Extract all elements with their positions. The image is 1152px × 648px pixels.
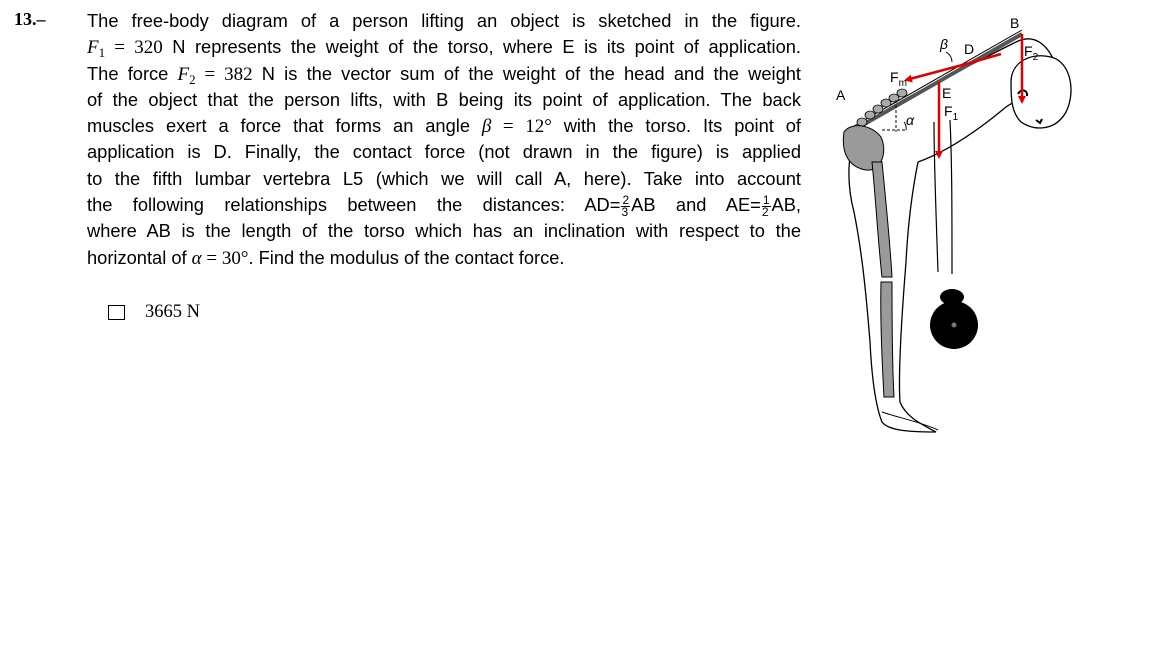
math-eq: = 320: [105, 37, 163, 59]
label-f2-sub: 2: [1032, 52, 1039, 63]
math-eq: = 30°: [201, 247, 249, 269]
fraction-numerator: 2: [622, 192, 630, 207]
answer-checkbox[interactable]: [108, 305, 125, 320]
math-sub: 1: [98, 45, 106, 61]
label-alpha: α: [906, 112, 914, 128]
weight-center: [952, 323, 957, 328]
text-run: the following relationships between the distances: AD=: [87, 194, 621, 216]
label-f1: [944, 103, 959, 123]
question-number: 13.–: [14, 9, 46, 29]
label-a: A: [836, 87, 846, 103]
question-text: [87, 8, 801, 271]
math-alpha: α: [191, 247, 202, 269]
text-run: N represents the weight of the torso, where E is its point of application.: [162, 36, 801, 58]
question-line: where AB is the length of the torso which has an inclination with respect to the: [87, 220, 801, 242]
question-line: to the fifth lumbar vertebra L5 (which we will call A, here). Take into account: [87, 167, 801, 189]
label-f2-main: F: [1024, 43, 1033, 59]
math-eq: = 12°: [491, 116, 552, 138]
text-run: AB and AE=: [631, 194, 761, 216]
fraction-numerator: 1: [762, 192, 770, 207]
text-run: N is the vector sum of the weight of the head and the weight: [252, 62, 801, 84]
question-line: of the object that the person lifts, with B being its point of application. The back: [87, 88, 801, 110]
arm-outline: [934, 120, 952, 274]
beta-arc: [946, 52, 952, 62]
math-eq: = 382: [195, 63, 253, 85]
answer-label: 3665 N: [145, 302, 200, 322]
label-fm-main: F: [890, 69, 899, 85]
fraction-denominator: 3: [621, 204, 629, 219]
question-line: [87, 34, 801, 60]
text-run: AB,: [771, 194, 802, 216]
text-run: muscles exert a force that forms an angle: [87, 115, 482, 137]
label-e: E: [942, 85, 952, 101]
text-run: . Find the modulus of the contact force.: [248, 246, 565, 268]
fraction-denominator: 2: [761, 204, 769, 219]
tibia-bone: [881, 282, 894, 397]
question-line: [87, 113, 801, 139]
fraction: [621, 192, 630, 219]
text-run: horizontal of: [87, 246, 192, 268]
label-d: D: [964, 41, 975, 57]
label-beta: β: [940, 36, 948, 52]
math-sub: 2: [189, 71, 196, 87]
question-line: [87, 192, 801, 218]
vertebrae: [857, 89, 907, 126]
fraction: [761, 192, 771, 219]
text-run: The force: [87, 62, 178, 84]
text-run: with the torso. Its point of: [551, 115, 801, 137]
question-line: application is D. Finally, the contact force (not drawn in the figure) is applied: [87, 141, 801, 163]
question-line: [87, 245, 801, 271]
question-line: The free-body diagram of a person lifting an object is sketched in the figure.: [87, 10, 801, 31]
math-f: F: [177, 63, 190, 85]
math-beta: β: [481, 116, 492, 138]
math-f: F: [87, 37, 99, 59]
label-f1-main: F: [944, 103, 953, 119]
free-body-diagram: [826, 12, 1146, 442]
label-fm: [890, 69, 907, 89]
label-b: B: [1010, 15, 1020, 31]
label-fm-sub: m: [898, 78, 907, 89]
answer-option[interactable]: [108, 302, 200, 323]
label-f1-sub: 1: [952, 112, 959, 123]
femur-bone: [872, 162, 892, 277]
question-line: [87, 61, 801, 87]
